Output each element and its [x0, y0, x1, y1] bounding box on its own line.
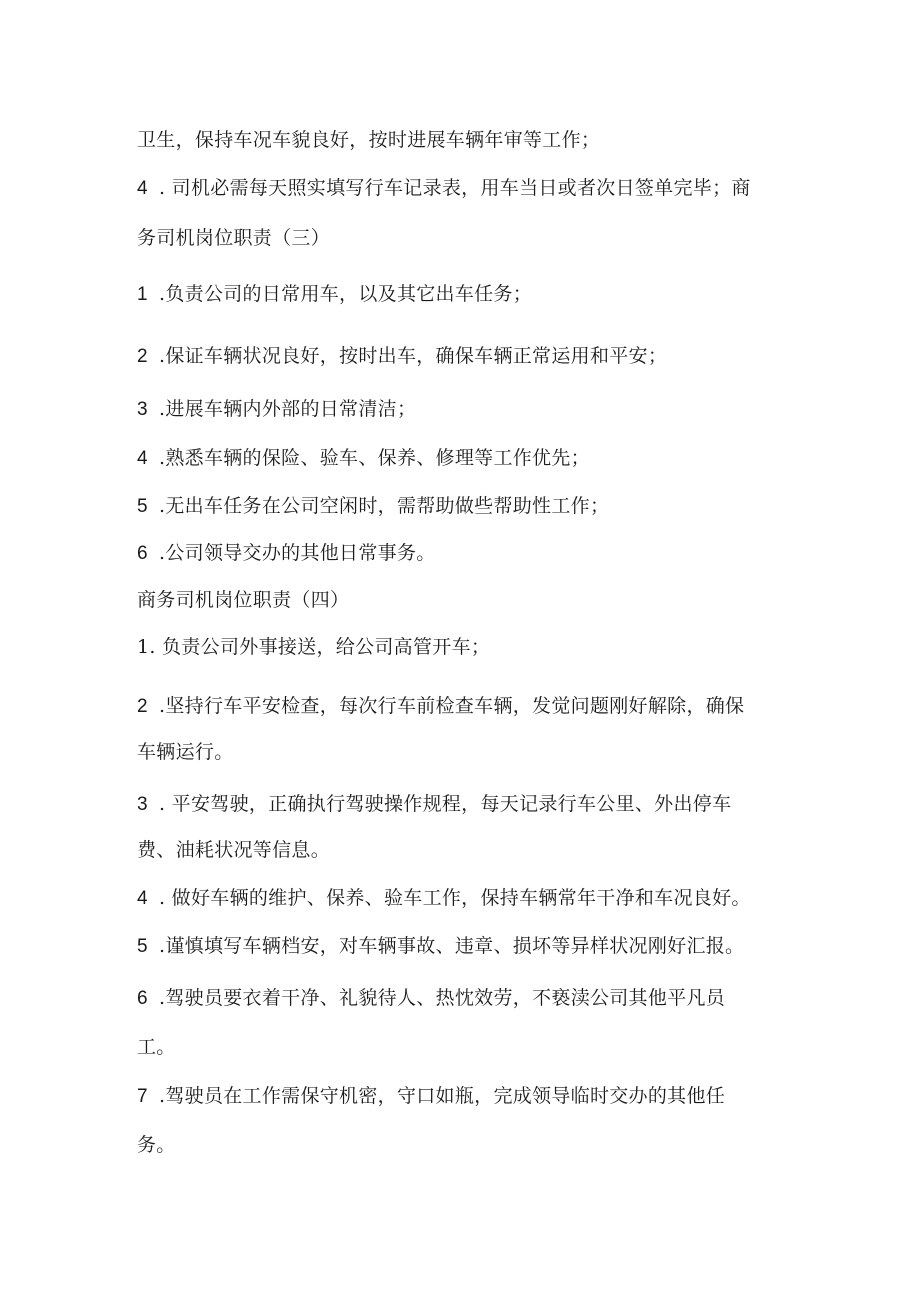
- item-number: 1: [137, 284, 148, 305]
- text-line: [137, 838, 330, 862]
- item-number: 2: [137, 346, 148, 367]
- list-item: [137, 176, 751, 201]
- item-number: 4: [137, 888, 148, 909]
- line-text: . 做好车辆的维护、保养、验车工作，保持车辆常年干净和车况良好。: [159, 887, 751, 909]
- line-text: .驾驶员要衣着干净、礼貌待人、热忱效劳，不亵渎公司其他平凡员: [159, 987, 726, 1009]
- line-text: .公司领导交办的其他日常事务。: [159, 542, 436, 564]
- line-text: 工。: [137, 1036, 176, 1058]
- list-item: [137, 934, 744, 959]
- line-text: 1. 负责公司外事接送，给公司高管开车；: [137, 636, 491, 658]
- line-text: 车辆运行。: [137, 741, 234, 763]
- item-number: 2: [137, 696, 148, 717]
- item-number: 5: [137, 496, 148, 517]
- line-text: .保证车辆状况良好，按时出车，确保车辆正常运用和平安；: [159, 345, 668, 367]
- text-line: [137, 226, 330, 250]
- text-line: [137, 128, 600, 152]
- list-item: [137, 886, 751, 911]
- section-heading: [137, 588, 349, 612]
- item-number: 4: [137, 448, 148, 469]
- item-number: 7: [137, 1086, 148, 1107]
- list-item: [137, 446, 590, 471]
- item-number: 6: [137, 543, 148, 564]
- list-item: [137, 694, 744, 719]
- line-text: .谨慎填写车辆档安，对车辆事故、违章、损坏等异样状况刚好汇报。: [159, 935, 745, 957]
- list-item: [137, 344, 667, 369]
- item-number: 3: [137, 399, 148, 420]
- line-text: . 平安驾驶，正确执行驾驶操作规程，每天记录行车公里、外出停车: [159, 793, 732, 815]
- list-item: [137, 397, 416, 422]
- item-number: 4: [137, 178, 148, 199]
- line-text: 务司机岗位职责（三）: [137, 227, 331, 249]
- item-number: 6: [137, 988, 148, 1009]
- list-item: [137, 1084, 725, 1109]
- list-item: [137, 986, 725, 1011]
- list-item: [137, 494, 609, 519]
- text-line: [137, 740, 234, 764]
- line-text: 卫生，保持车况车貌良好，按时进展车辆年审等工作；: [137, 129, 601, 151]
- line-text: 商务司机岗位职责（四）: [137, 589, 350, 611]
- line-text: .负责公司的日常用车，以及其它出车任务；: [159, 283, 533, 305]
- line-text: . 司机必需每天照实填写行车记录表，用车当日或者次日签单完毕；商: [159, 177, 751, 199]
- list-item: [137, 541, 436, 566]
- line-text: .驾驶员在工作需保守机密，守口如瓶，完成领导临时交办的其他任: [159, 1085, 726, 1107]
- list-item: [137, 282, 532, 307]
- line-text: .坚持行车平安检查，每次行车前检查车辆，发觉问题刚好解除，确保: [159, 695, 745, 717]
- line-text: .进展车辆内外部的日常清洁；: [159, 398, 417, 420]
- item-number: 3: [137, 794, 148, 815]
- list-item: [137, 635, 490, 659]
- line-text: 务。: [137, 1134, 176, 1156]
- list-item: [137, 792, 731, 817]
- text-line: [137, 1133, 176, 1157]
- line-text: .无出车任务在公司空闲时，需帮助做些帮助性工作；: [159, 495, 610, 517]
- text-line: [137, 1035, 176, 1059]
- item-number: 5: [137, 936, 148, 957]
- line-text: .熟悉车辆的保险、验车、保养、修理等工作优先；: [159, 447, 590, 469]
- line-text: 费、油耗状况等信息。: [137, 839, 331, 861]
